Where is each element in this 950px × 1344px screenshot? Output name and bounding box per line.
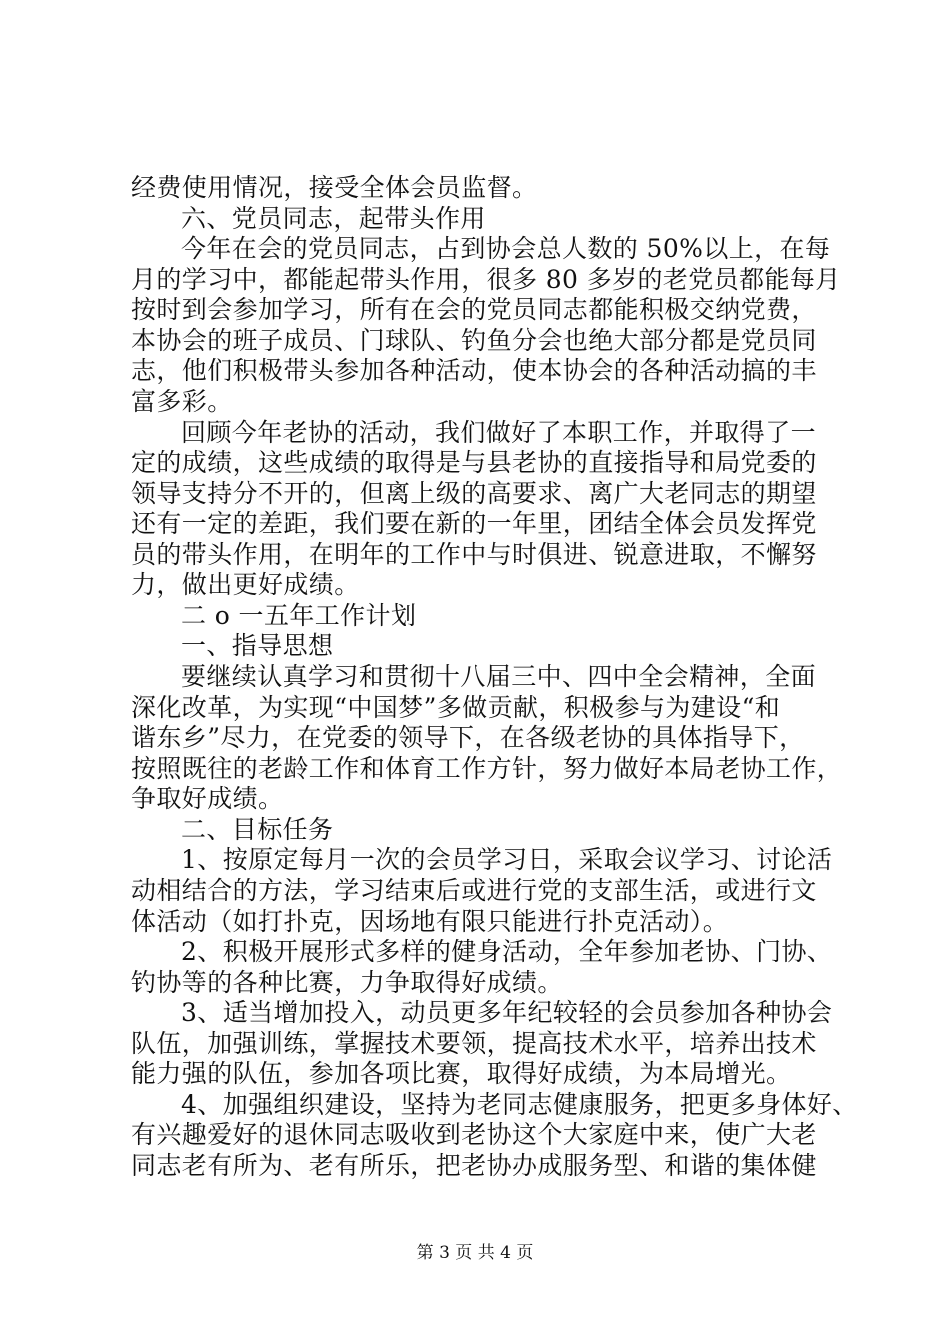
text-line: 2、积极开展形式多样的健身活动，全年参加老协、门协、 (181, 937, 833, 966)
text-line: 力，做出更好成绩。 (131, 570, 360, 599)
text-line: 体活动（如打扑克，因场地有限只能进行扑克活动）。 (131, 907, 729, 936)
text-line: 3、适当增加投入，动员更多年纪较轻的会员参加各种协会 (181, 998, 833, 1027)
text-line: 动相结合的方法，学习结束后或进行党的支部生活，或进行文 (131, 876, 817, 905)
text-line: 能力强的队伍，参加各项比赛，取得好成绩，为本局增光。 (131, 1059, 792, 1088)
text-line: 回顾今年老协的活动，我们做好了本职工作，并取得了一 (181, 418, 817, 447)
text-line: 今年在会的党员同志，占到协会总人数的 50%以上，在每 (181, 234, 831, 263)
section-heading: 六、党员同志，起带头作用 (181, 204, 486, 233)
plan-title: 二 o 一五年工作计划 (181, 601, 417, 630)
text-line: 有兴趣爱好的退休同志吸收到老协这个大家庭中来，使广大老 (131, 1120, 817, 1149)
text-line: 1、按原定每月一次的会员学习日，采取会议学习、讨论活 (181, 845, 833, 874)
text-line: 定的成绩，这些成绩的取得是与县老协的直接指导和局党委的 (131, 448, 817, 477)
text-line: 要继续认真学习和贯彻十八届三中、四中全会精神，全面 (181, 662, 817, 691)
text-line: 4、加强组织建设，坚持为老同志健康服务，把更多身体好、 (181, 1090, 858, 1119)
text-line: 月的学习中，都能起带头作用，很多 80 多岁的老党员都能每月 (131, 265, 841, 294)
text-line: 领导支持分不开的，但离上级的高要求、离广大老同志的期望 (131, 479, 817, 508)
text-line: 按照既往的老龄工作和体育工作方针，努力做好本局老协工作， (131, 754, 843, 783)
text-line: 志，他们积极带头参加各种活动，使本协会的各种活动搞的丰 (131, 356, 817, 385)
text-line: 经费使用情况，接受全体会员监督。 (131, 173, 538, 202)
text-line: 员的带头作用，在明年的工作中与时俱进、锐意进取，不懈努 (131, 540, 817, 569)
section-heading: 一、指导思想 (181, 631, 334, 660)
text-line: 本协会的班子成员、门球队、钓鱼分会也绝大部分都是党员同 (131, 326, 817, 355)
text-line: 钓协等的各种比赛，力争取得好成绩。 (131, 968, 563, 997)
text-line: 争取好成绩。 (131, 784, 284, 813)
text-line: 深化改革，为实现“中国梦”多做贡献，积极参与为建设“和 (131, 693, 781, 722)
text-line: 谐东乡”尽力，在党委的领导下，在各级老协的具体指导下， (131, 723, 805, 752)
page-number-footer: 第 3 页 共 4 页 (416, 1243, 534, 1263)
text-line: 队伍，加强训练，掌握技术要领，提高技术水平，培养出技术 (131, 1029, 817, 1058)
text-line: 还有一定的差距，我们要在新的一年里，团结全体会员发挥党 (131, 509, 817, 538)
text-line: 按时到会参加学习，所有在会的党员同志都能积极交纳党费， (131, 295, 817, 324)
text-line: 同志老有所为、老有所乐，把老协办成服务型、和谐的集体健 (131, 1151, 817, 1180)
section-heading: 二、目标任务 (181, 815, 334, 844)
text-line: 富多彩。 (131, 387, 233, 416)
